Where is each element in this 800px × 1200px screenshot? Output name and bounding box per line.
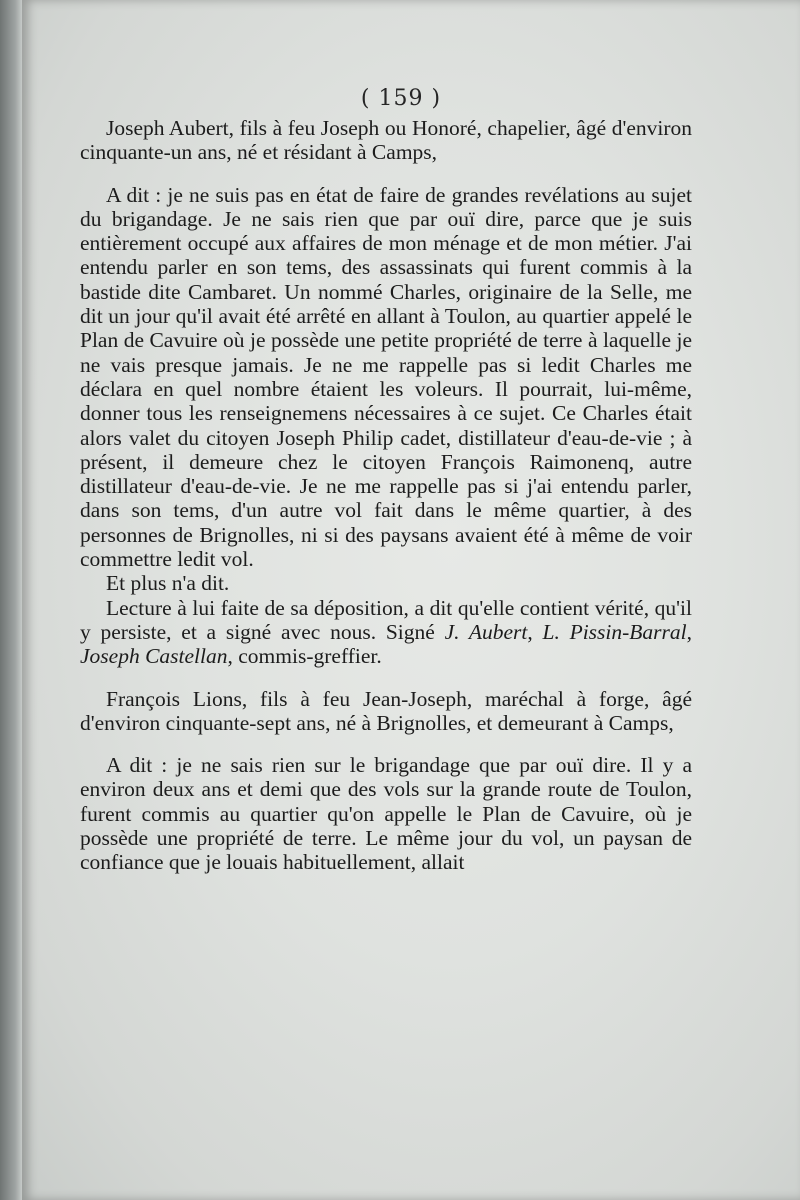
paragraph-lions-intro: François Lions, fils à feu Jean-Joseph, maréchal à forge, âgé d'environ cinquante-sept ans, né à Brignolles, et demeurant à Camps, [80,686,692,735]
paragraph-aubert-end: Et plus n'a dit. [106,571,230,596]
signature-pissin-barral: L. Pissin-Barral [542,619,687,644]
signature-aubert: J. Aubert [444,619,528,644]
signature-separator: , [686,619,693,644]
paragraph-aubert-testimony: A dit : je ne suis pas en état de faire de grandes revélations au sujet du brigandage. Je ne sais rien que par ouï dire, parce que je suis entièrement occupé aux affaires de mon ménage et de mon métier. J'ai entendu parler en son tems, des assassinats qui furent commis à la bastide dite Cambaret. Un nommé Charles, originaire de la Selle, me dit un jour qu'il avait été arrêté en allant à Toulon, au quartier appelé le Plan de Cavuire où je possède une petite propriété de terre à laquelle je ne vais presque jamais. Je ne me rappelle pas si ledit Charles me déclara en quel nombre étaient les voleurs. Il pourrait, lui-même, donner tous les renseignemens nécessaires à ce sujet. Ce Charles était alors valet du citoyen Joseph Philip cadet, distillateur d'eau-de-vie ; à présent, il demeure chez le citoyen François Raimonenq, autre distillateur d'eau-de-vie. Je ne me rappelle pas si j'ai entendu parler, dans son tems, d'un autre vol fait dans le même quartier, à des personnes de Brignolles, ni si des paysans avaient été à même de voir commettre ledit vol. [80,182,692,572]
page-binding-edge [0,0,22,1200]
paragraph-aubert-reading [80,596,692,669]
paragraph-lions-testimony: A dit : je ne sais rien sur le brigandage que par ouï dire. Il y a environ deux ans et demi que des vols sur la grande route de Toulon, furent commis au quartier qu'on appelle le Plan de Cavuire, où je possède une propriété de terre. Le même jour du vol, un paysan de confiance que je louais habituellement, allait [80,753,692,875]
paper-sheet [22,0,800,1200]
paragraph-aubert-intro: Joseph Aubert, fils à feu Joseph ou Honoré, chapelier, âgé d'environ cinquante-un ans, né et résidant à Camps, [80,116,692,165]
signature-castellan: Joseph Castellan [80,644,228,669]
page-number: ( 159 ) [360,86,442,111]
signature-separator: , [527,619,543,644]
body-text [80,116,692,875]
reading-tail: , commis-greffier. [227,644,382,669]
reading-text: Lecture à lui faite de sa déposition, a dit qu'elle contient vérité, qu'il y persiste, et a signé avec nous. Signé [80,595,692,644]
